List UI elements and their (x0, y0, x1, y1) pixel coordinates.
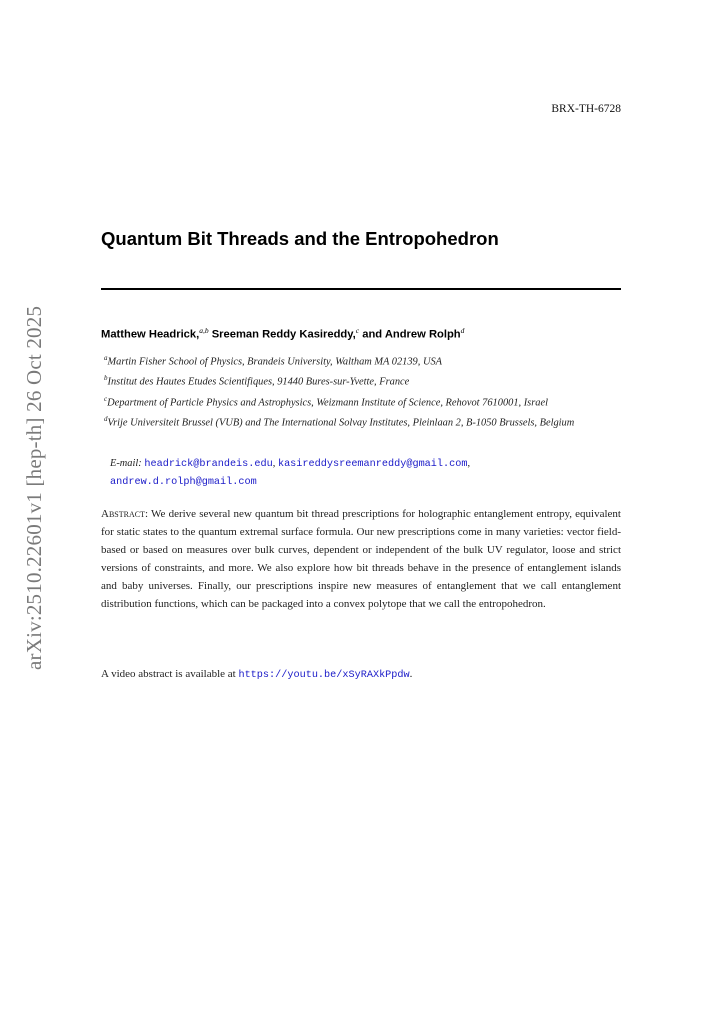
affiliation-mark: a (104, 354, 108, 362)
video-abstract-line (101, 665, 621, 685)
affiliation-list (104, 350, 628, 432)
author-affil-mark: a,b (199, 326, 209, 335)
arxiv-identifier: arXiv:2510.22601v1 [hep-th] 26 Oct 2025 (22, 305, 46, 670)
affiliation-text: Martin Fisher School of Physics, Brandeis University, Waltham MA 02139, USA (107, 356, 442, 368)
email-link[interactable]: headrick@brandeis.edu (144, 459, 273, 470)
affiliation-mark: d (104, 415, 108, 424)
affiliation-text: Vrije Universiteit Brussel (VUB) and The International Solvay Institutes, Pleinlaan 2, B-1050 Brussels, Belgium (107, 417, 575, 429)
author-name: Sreeman Reddy Kasireddy, (211, 328, 356, 341)
author-name: Matthew Headrick, (101, 328, 200, 341)
affiliation (104, 370, 628, 390)
abstract-heading: Abstract: (101, 508, 149, 520)
author-affil-mark: d (460, 326, 465, 335)
author-conjunction: and (362, 328, 383, 341)
affiliation (104, 411, 628, 431)
arxiv-sidebar-stamp (22, 298, 46, 670)
paper-title: Quantum Bit Threads and the Entropohedron (101, 228, 499, 249)
abstract (101, 505, 621, 613)
affiliation (104, 350, 628, 370)
abstract-text: We derive several new quantum bit thread prescriptions for holographic entanglement entropy, equivalent for static states to the quantum extremal surface formula. Our new prescriptions come in many varieties: vector field-based or based on measures over bulk curves, dependent or independent of the bulk UV regulator, loose and strict versions of constraints, and more. We also explore how bit threads behave in the presence of entanglement islands and baby universes. Finally, our prescriptions inspire new measures of entanglement that we call entanglement distribution functions, which can be packaged into a convex polytope that we call the entropohedron. (101, 508, 621, 610)
affiliation-text: Institut des Hautes Etudes Scientifiques, 91440 Bures-sur-Yvette, France (107, 376, 410, 388)
video-prefix: A video abstract is available at (101, 668, 236, 680)
affiliation (104, 391, 628, 411)
author-list (101, 326, 464, 341)
video-suffix: . (409, 668, 413, 680)
report-number: BRX-TH-6728 (551, 103, 621, 115)
author-affil-mark: c (355, 326, 360, 335)
affiliation-mark: b (104, 374, 108, 383)
video-link[interactable]: https://youtu.be/xSyRAXkPpdw (238, 670, 410, 681)
author-name: Andrew Rolph (384, 328, 461, 341)
affiliation-mark: c (104, 394, 108, 403)
email-block: E-mail: headrick@brandeis.edu, kasireddysreemanreddy@gmail.com, andrew.d.rolph@gmail.com (110, 458, 471, 488)
title-rule (101, 288, 621, 290)
email-link[interactable]: kasireddysreemanreddy@gmail.com (277, 459, 468, 470)
email-link[interactable]: andrew.d.rolph@gmail.com (110, 477, 257, 488)
affiliation-text: Department of Particle Physics and Astrophysics, Weizmann Institute of Science, Rehovot 7610001, Israel (107, 397, 548, 409)
email-label: E-mail: (110, 458, 142, 469)
